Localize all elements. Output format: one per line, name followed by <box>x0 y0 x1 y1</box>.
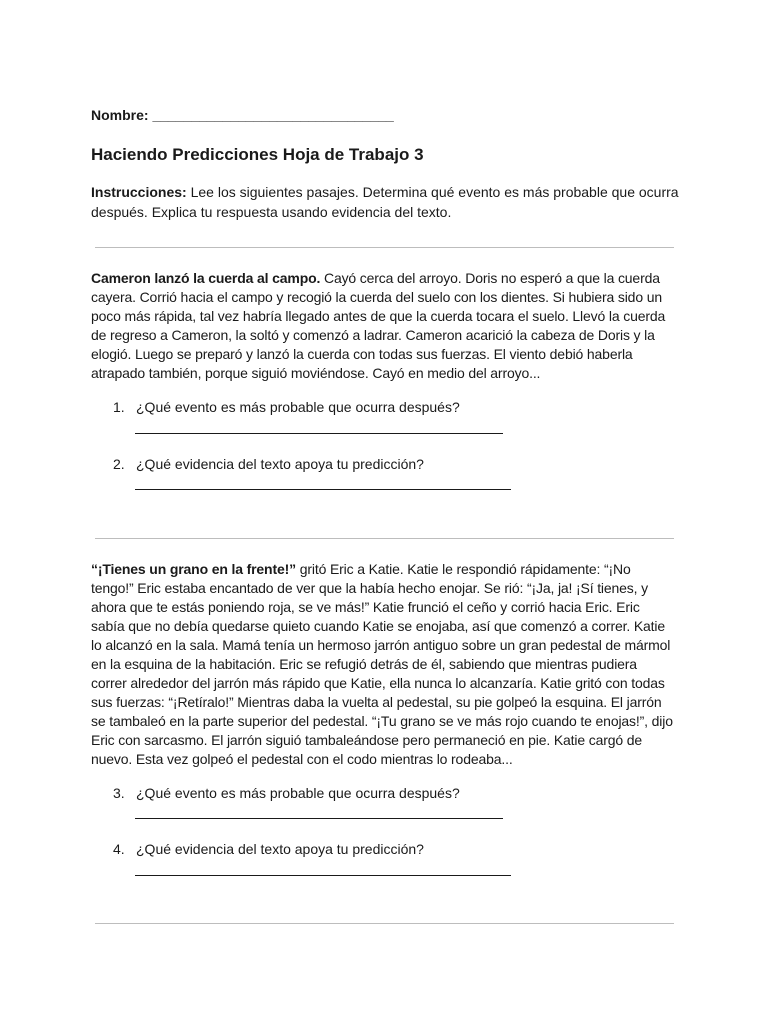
section-divider <box>95 538 674 539</box>
answer-line-1 <box>135 433 503 434</box>
page-title: Haciendo Predicciones Hoja de Trabajo 3 <box>91 145 424 164</box>
instructions-label: Instrucciones: <box>91 184 187 200</box>
passage-1-text: Cayó cerca del arroyo. Doris no esperó a que la cuerda cayera. Corrió hacia el campo y recogió la cuerda del suelo con los dientes. Si hubiera sido un poco más rápida, tal vez habría llegado antes de que la cuerda tocara el suelo. Llevó la cuerda de regreso a Cameron, la soltó y comenzó a ladrar. Cameron acarició la cabeza de Doris y la elogió. Luego se preparó y lanzó la cuerda con todas sus fuerzas. El viento debió haberla atrapado también, porque siguió moviéndose. Cayó en medio del arroyo... <box>91 270 666 381</box>
question-text: ¿Qué evidencia del texto apoya tu predicción? <box>136 456 424 472</box>
passage-1 <box>91 269 676 383</box>
question-text: ¿Qué evento es más probable que ocurra después? <box>136 399 460 415</box>
question-text: ¿Qué evento es más probable que ocurra después? <box>136 785 460 801</box>
passage-1-lead: Cameron lanzó la cuerda al campo. <box>91 270 321 286</box>
instructions-text: Lee los siguientes pasajes. Determina qué evento es más probable que ocurra después. Explica tu respuesta usando evidencia del texto. <box>91 184 679 220</box>
section-divider <box>95 923 674 924</box>
answer-line-4 <box>135 875 511 876</box>
passage-2 <box>91 560 676 769</box>
answer-line-2 <box>135 489 511 490</box>
answer-line-3 <box>135 818 503 819</box>
question-number: 1. <box>113 399 125 415</box>
section-divider <box>95 247 674 248</box>
passage-2-lead: “¡Tienes un grano en la frente!” <box>91 561 296 577</box>
name-field-label: Nombre: _______________________________ <box>91 107 394 123</box>
instructions <box>91 182 681 222</box>
question-number: 3. <box>113 785 125 801</box>
question-number: 4. <box>113 841 125 857</box>
question-text: ¿Qué evidencia del texto apoya tu predicción? <box>136 841 424 857</box>
question-number: 2. <box>113 456 125 472</box>
passage-2-text: gritó Eric a Katie. Katie le respondió rápidamente: “¡No tengo!” Eric estaba encantado de ver que la había hecho enojar. Se rió: “¡Ja, ja! ¡Sí tienes, y ahora que te estás poniendo roja, se ve más!” Katie frunció el ceño y corrió hacia Eric. Eric sabía que no debía quedarse quieto cuando Katie se enojaba, así que comenzó a correr. Katie lo alcanzó en la sala. Mamá tenía un hermoso jarrón antiguo sobre un gran pedestal de mármol en la esquina de la habitación. Eric se refugió detrás de él, sabiendo que mientras pudiera correr alrededor del jarrón más rápido que Katie, ella nunca lo alcanzaría. Katie gritó con todas sus fuerzas: “¡Retíralo!” Mientras daba la vuelta al pedestal, su pie golpeó la esquina. El jarrón se tambaleó en la parte superior del pedestal. “¡Tu grano se ve más rojo cuando te enojas!”, dijo Eric con sarcasmo. El jarrón siguió tambaleándose pero permaneció en pie. Katie cargó de nuevo. Esta vez golpeó el pedestal con el codo mientras lo rodeaba... <box>91 561 673 767</box>
